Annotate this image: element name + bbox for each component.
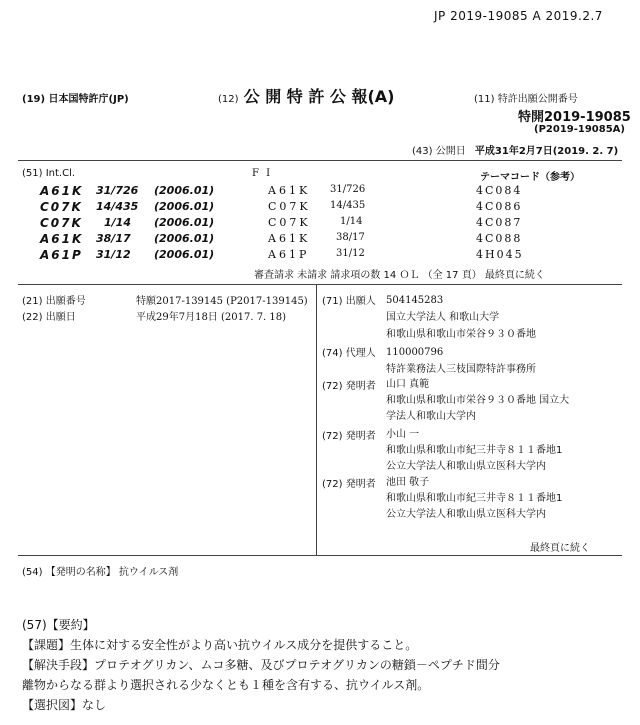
invention-title-field <box>22 563 178 578</box>
application-number: 特願2017-139145 (P2017-139145) <box>136 296 308 307</box>
publication-date: 平成31年2月7日(2019. 2. 7) <box>474 146 619 157</box>
abstract-solution-continued: 離物からなる群より選択される少なくとも１種を含有する、抗ウイルス剤。 <box>22 678 430 692</box>
publication-date-label: 公開日 <box>435 146 466 157</box>
inventor-name: 小山 一 <box>386 429 420 440</box>
applicant-name: 国立大学法人 和歌山大学 <box>386 312 500 323</box>
office-name: 日本国特許庁(JP) <box>48 94 129 105</box>
publication-kind-field <box>218 84 395 107</box>
examination-status: 審査請求 未請求 請求項の数 14 ＯＬ （全 17 頁） 最終頁に続く <box>254 270 545 281</box>
intcl-year: (2006.01) <box>154 184 215 197</box>
fi-code: C07K <box>268 200 311 213</box>
abstract-figure: 【選択図】なし <box>22 698 107 712</box>
agent-block <box>386 344 536 378</box>
theme-code-label: テーマコード（参考） <box>480 172 580 183</box>
fi-code: A61P <box>268 248 310 261</box>
inventor-affiliation: 公立大学法人和歌山県立医科大学内 <box>386 509 546 520</box>
classification-row <box>40 200 620 216</box>
intcl-code: C07K <box>40 200 83 214</box>
intcl-group: 14/435 <box>96 200 139 213</box>
classification-row <box>40 216 620 232</box>
application-number-label: (21) 出願番号 <box>22 296 86 307</box>
theme-code: 4C084 <box>476 184 523 197</box>
divider-parties <box>18 555 622 556</box>
abstract-block <box>22 615 500 715</box>
inventor-label: (72) 発明者 <box>322 381 376 392</box>
publication-number-label: 特許出願公開番号 <box>497 94 578 105</box>
inventor-block <box>386 427 562 475</box>
fi-label: F I <box>252 168 273 179</box>
invention-title-label: (54) 【発明の名称】 <box>22 567 116 578</box>
agent-id: 110000796 <box>386 347 444 358</box>
continued-note: 最終頁に続く <box>530 543 590 554</box>
publication-date-field <box>412 142 618 157</box>
invention-title: 抗ウイルス剤 <box>118 567 179 578</box>
intcl-code: A61K <box>40 232 84 246</box>
intcl-label: (51) Int.Cl. <box>22 168 76 179</box>
intcl-group: 1/14 <box>104 216 131 229</box>
classification-row <box>40 248 620 264</box>
inventor-label: (72) 発明者 <box>322 479 376 490</box>
applicant-block <box>386 292 536 343</box>
fi-group: 31/12 <box>336 248 365 259</box>
applicant-address: 和歌山県和歌山市栄谷９３０番地 <box>386 329 536 340</box>
publication-kind-number: (12) <box>218 94 239 105</box>
intcl-year: (2006.01) <box>154 200 215 213</box>
intcl-group: 31/12 <box>96 248 131 261</box>
publication-number: 特開2019-19085 <box>518 110 631 125</box>
divider-classification <box>18 284 622 285</box>
intcl-year: (2006.01) <box>154 232 215 245</box>
publication-date-code: (43) <box>412 146 433 157</box>
classification-rows <box>40 184 620 264</box>
inventor-affiliation: 公立大学法人和歌山県立医科大学内 <box>386 461 546 472</box>
agent-label: (74) 代理人 <box>322 348 376 359</box>
inventor-address: 和歌山県和歌山市紀三井寺８１１番地1 <box>386 493 563 504</box>
abstract-solution: 【解決手段】プロテオグリカン、ムコ多糖、及びプロテオグリカンの糖鎖－ペプチド間分 <box>22 658 500 672</box>
theme-code: 4H045 <box>476 248 524 261</box>
document-reference: JP 2019-19085 A 2019.2.7 <box>434 9 603 23</box>
applicant-label: (71) 出願人 <box>322 296 376 307</box>
fi-code: C07K <box>268 216 311 229</box>
publication-number-label-field <box>474 90 578 105</box>
office-field <box>22 90 129 105</box>
fi-group: 38/17 <box>336 232 365 243</box>
theme-code: 4C086 <box>476 200 523 213</box>
inventor-name: 山口 真範 <box>386 379 430 390</box>
inventor-block <box>386 377 569 425</box>
intcl-year: (2006.01) <box>154 216 215 229</box>
intcl-code: C07K <box>40 216 83 230</box>
inventor-address: 和歌山県和歌山市栄谷９３０番地 国立大 <box>386 395 570 406</box>
column-divider <box>316 285 317 555</box>
publication-number-code: (11) <box>474 94 495 105</box>
publication-number-paren: (P2019-19085A) <box>534 124 625 135</box>
fi-group: 1/14 <box>340 216 363 227</box>
theme-code: 4C087 <box>476 216 523 229</box>
inventor-affiliation: 学法人和歌山大学内 <box>386 411 476 422</box>
filing-date-label: (22) 出願日 <box>22 312 76 323</box>
classification-row <box>40 232 620 248</box>
abstract-label: (57)【要約】 <box>22 618 95 632</box>
publication-kind: 公 開 特 許 公 報(A) <box>243 87 395 106</box>
filing-date: 平成29年7月18日 (2017. 7. 18) <box>136 312 287 323</box>
inventor-label: (72) 発明者 <box>322 431 376 442</box>
inventor-address: 和歌山県和歌山市紀三井寺８１１番地1 <box>386 445 563 456</box>
intcl-code: A61P <box>40 248 83 262</box>
inventor-name: 池田 敬子 <box>386 477 430 488</box>
inventor-block <box>386 475 562 523</box>
fi-code: A61K <box>268 232 311 245</box>
intcl-group: 31/726 <box>96 184 139 197</box>
fi-code: A61K <box>268 184 311 197</box>
classification-row <box>40 184 620 200</box>
divider-top <box>18 160 622 161</box>
intcl-year: (2006.01) <box>154 248 215 261</box>
fi-group: 14/435 <box>330 200 366 211</box>
fi-group: 31/726 <box>330 184 366 195</box>
agent-name: 特許業務法人三枝国際特許事務所 <box>386 364 536 375</box>
intcl-code: A61K <box>40 184 84 198</box>
office-number: (19) <box>22 94 46 105</box>
intcl-group: 38/17 <box>96 232 131 245</box>
applicant-id: 504145283 <box>386 295 444 306</box>
theme-code: 4C088 <box>476 232 523 245</box>
abstract-problem: 【課題】生体に対する安全性がより高い抗ウイルス成分を提供すること。 <box>22 638 418 652</box>
